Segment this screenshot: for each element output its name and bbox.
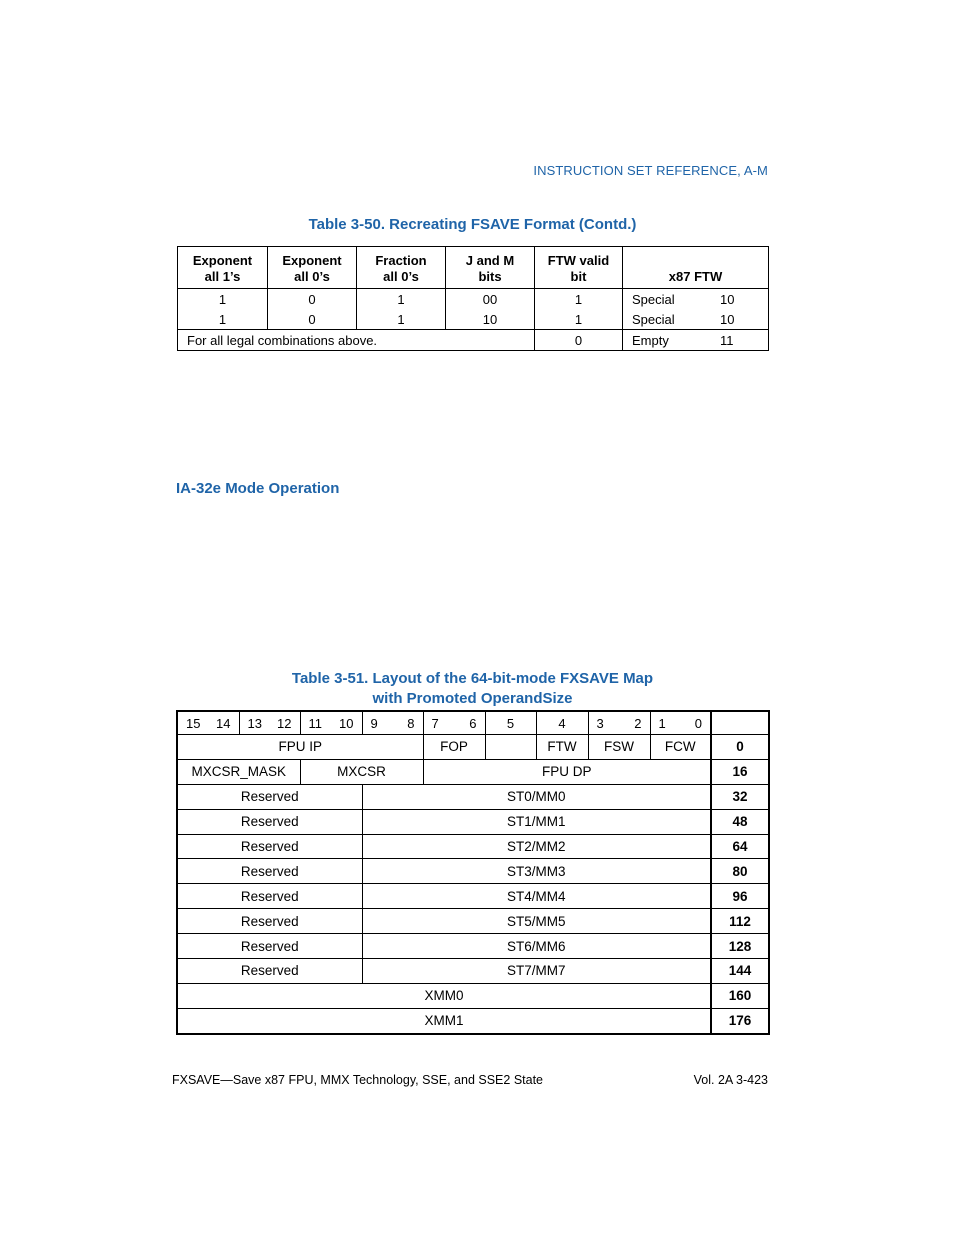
field-fop: FOP [423, 735, 485, 760]
table-row [178, 330, 769, 351]
offset-cell: 0 [711, 735, 769, 760]
ftw-code: 10 [720, 291, 735, 307]
table-row [177, 909, 769, 934]
cell: 1 [535, 309, 623, 330]
field-st-mm: ST2/MM2 [362, 834, 711, 859]
table-header-row [178, 247, 769, 289]
cell: 0 [268, 309, 357, 330]
field-xmm: XMM0 [177, 983, 711, 1008]
offset-cell: 128 [711, 934, 769, 959]
field-mxcsr: MXCSR [300, 759, 423, 784]
bit-header: 4 [536, 711, 588, 735]
table-row [177, 784, 769, 809]
field-st-mm: ST6/MM6 [362, 934, 711, 959]
ftw-label: Special [632, 311, 675, 327]
cell: 1 [178, 309, 268, 330]
field-fsw: FSW [588, 735, 650, 760]
table-3-50-caption: Table 3-50. Recreating FSAVE Format (Contd.) [308, 216, 637, 233]
table-3-50 [177, 246, 769, 351]
table-row [177, 809, 769, 834]
bit-header: 5 [485, 711, 536, 735]
field-st-mm: ST5/MM5 [362, 909, 711, 934]
table-row [177, 859, 769, 884]
field-reserved: Reserved [177, 784, 362, 809]
bit-header: 11 10 [300, 711, 362, 735]
cell: 1 [178, 289, 268, 310]
col-header-x87-ftw: x87 FTW [623, 247, 769, 289]
table-3-51-caption-line2: with Promoted OperandSize [372, 690, 573, 707]
ftw-code: 10 [720, 311, 735, 327]
combination-note: For all legal combinations above. [178, 330, 535, 351]
field-fcw: FCW [650, 735, 711, 760]
offset-cell: 160 [711, 983, 769, 1008]
table-3-51 [176, 710, 770, 1035]
bit-header: 13 12 [239, 711, 300, 735]
field-xmm: XMM1 [177, 1008, 711, 1033]
table-row [177, 959, 769, 984]
table-row [177, 884, 769, 909]
field-reserved: Reserved [177, 834, 362, 859]
field-reserved: Reserved [177, 859, 362, 884]
field-st-mm: ST0/MM0 [362, 784, 711, 809]
cell [623, 330, 769, 351]
bit-header: 9 8 [362, 711, 423, 735]
table-row [178, 289, 769, 310]
field-reserved: Reserved [177, 909, 362, 934]
field-ftw: FTW [536, 735, 588, 760]
col-header-exponent-all-1s: Exponent all 1’s [178, 247, 268, 289]
offset-cell: 144 [711, 959, 769, 984]
table-row [177, 983, 769, 1008]
field-reserved: Reserved [177, 809, 362, 834]
field-reserved: Reserved [177, 884, 362, 909]
field-fpu-ip: FPU IP [177, 735, 423, 760]
field-fpu-dp: FPU DP [423, 759, 711, 784]
offset-cell: 32 [711, 784, 769, 809]
field-st-mm: ST3/MM3 [362, 859, 711, 884]
field-st-mm: ST7/MM7 [362, 959, 711, 984]
bit-header-row [177, 711, 769, 735]
col-header-exponent-all-0s: Exponent all 0’s [268, 247, 357, 289]
col-header-j-and-m-bits: J and M bits [446, 247, 535, 289]
field-reserved: Reserved [177, 959, 362, 984]
cell: 1 [357, 289, 446, 310]
cell: 1 [535, 289, 623, 310]
ftw-code: 11 [720, 332, 734, 348]
cell: 1 [357, 309, 446, 330]
offset-header [711, 711, 769, 735]
field-reserved: Reserved [177, 934, 362, 959]
cell: 0 [535, 330, 623, 351]
cell [623, 309, 769, 330]
table-row [178, 309, 769, 330]
field-mxcsr-mask: MXCSR_MASK [177, 759, 300, 784]
col-header-ftw-valid-bit: FTW valid bit [535, 247, 623, 289]
offset-cell: 16 [711, 759, 769, 784]
table-row [177, 934, 769, 959]
section-heading: IA-32e Mode Operation [176, 480, 340, 497]
cell: 10 [446, 309, 535, 330]
table-row [177, 1008, 769, 1033]
bit-header: 3 2 [588, 711, 650, 735]
offset-cell: 176 [711, 1008, 769, 1033]
col-header-fraction-all-0s: Fraction all 0’s [357, 247, 446, 289]
offset-cell: 96 [711, 884, 769, 909]
footer-page: Vol. 2A 3-423 [693, 1073, 768, 1087]
bit-header: 15 14 [177, 711, 239, 735]
bit-header: 7 6 [423, 711, 485, 735]
cell: 00 [446, 289, 535, 310]
cell: 0 [268, 289, 357, 310]
ftw-label: Empty [632, 332, 669, 348]
field-st-mm: ST1/MM1 [362, 809, 711, 834]
table-row [177, 735, 769, 760]
table-3-51-caption-line1: Table 3-51. Layout of the 64-bit-mode FXSAVE Map [291, 670, 654, 687]
offset-cell: 48 [711, 809, 769, 834]
table-row [177, 759, 769, 784]
footer-title: FXSAVE—Save x87 FPU, MMX Technology, SSE, and SSE2 State [172, 1073, 544, 1087]
bit-header: 1 0 [650, 711, 711, 735]
field-blank [485, 735, 536, 760]
cell [623, 289, 769, 310]
offset-cell: 64 [711, 834, 769, 859]
field-st-mm: ST4/MM4 [362, 884, 711, 909]
offset-cell: 112 [711, 909, 769, 934]
running-header: INSTRUCTION SET REFERENCE, A-M [533, 163, 768, 178]
offset-cell: 80 [711, 859, 769, 884]
table-row [177, 834, 769, 859]
ftw-label: Special [632, 291, 675, 307]
